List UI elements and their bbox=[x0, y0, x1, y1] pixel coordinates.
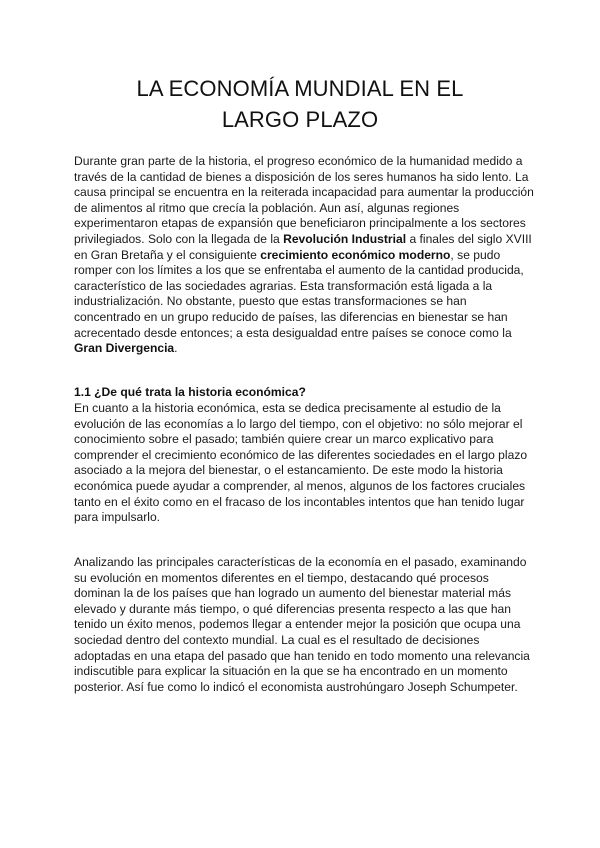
section-paragraph-1: En cuanto a la historia económica, esta se dedica precisamente al estudio de la evolución de las economías a lo largo del tiempo, con el objetivo: no sólo mejorar el conocimiento sobre el pasado; también quiere crear un marco explicativo para comprender el crecimiento económico de las diferentes sociedades en el largo plazo asociado a la mejora del bienestar, o el estancamiento. De este modo la historia económica puede ayudar a comprender, al menos, algunos de los factores cruciales tanto en el éxito como en el fracaso de los incontables intentos que han tenido lugar para impulsarlo. bbox=[74, 401, 528, 525]
intro-text-1: Durante gran parte de la historia, el progreso económico de la humanidad medido a través de la cantidad de bienes a disposición de los seres humanos ha sido lento. La causa principal se encuentra en la reiterada incapacidad para aumentar la producción de alimentos al ritmo que crecía la población. Aun así, algunas regiones experimentaron etapas de expansión que beneficiaron principalmente a los sectores privilegiados. Solo con la llegada de la bbox=[74, 154, 534, 246]
intro-text-4: . bbox=[174, 341, 178, 356]
term-gran-divergencia: Gran Divergencia bbox=[74, 341, 175, 356]
document-title bbox=[60, 73, 540, 135]
term-revolucion-industrial: Revolución Industrial bbox=[283, 231, 407, 246]
intro-text-2: a finales del siglo XVIII en Gran Bretaña y el consiguiente bbox=[74, 231, 532, 262]
section-heading: 1.1 ¿De qué trata la historia económica? bbox=[74, 385, 306, 399]
title-line-1: LA ECONOMÍA MUNDIAL EN EL bbox=[136, 76, 464, 101]
intro-paragraph bbox=[74, 154, 536, 357]
term-crecimiento-economico-moderno: crecimiento económico moderno bbox=[260, 247, 451, 262]
section-paragraph-2: Analizando las principales características de la economía en el pasado, examinando su evolución en momentos diferentes en el tiempo, destacando qué procesos dominan la de los países que han logrado un aumento del bienestar material más elevado y durante más tiempo, o qué diferencias presenta respecto a las que han tenido un éxito menos, podemos llegar a entender mejor la posición que ocupa una sociedad dentro del contexto mundial. La cual es el resultado de decisiones adoptadas en una etapa del pasado que han tenido en todo momento una relevancia indiscutible para explicar la situación en la que se ha encontrado en un momento posterior. Así fue como lo indicó el economista austrohúngaro Joseph Schumpeter. bbox=[74, 555, 530, 694]
intro-text-3: , se pudo romper con los límites a los que se enfrentaba el aumento de la cantidad producida, característico de las sociedades agrarias. Esta transformación está ligada a la industrialización. No obstante, puesto que estas transformaciones se han concentrado en un grupo reducido de países, las diferencias en bienestar se han acrecentado desde entonces; a esta desigualdad entre países se conoce como la bbox=[74, 247, 524, 340]
title-line-2: LARGO PLAZO bbox=[221, 107, 379, 132]
